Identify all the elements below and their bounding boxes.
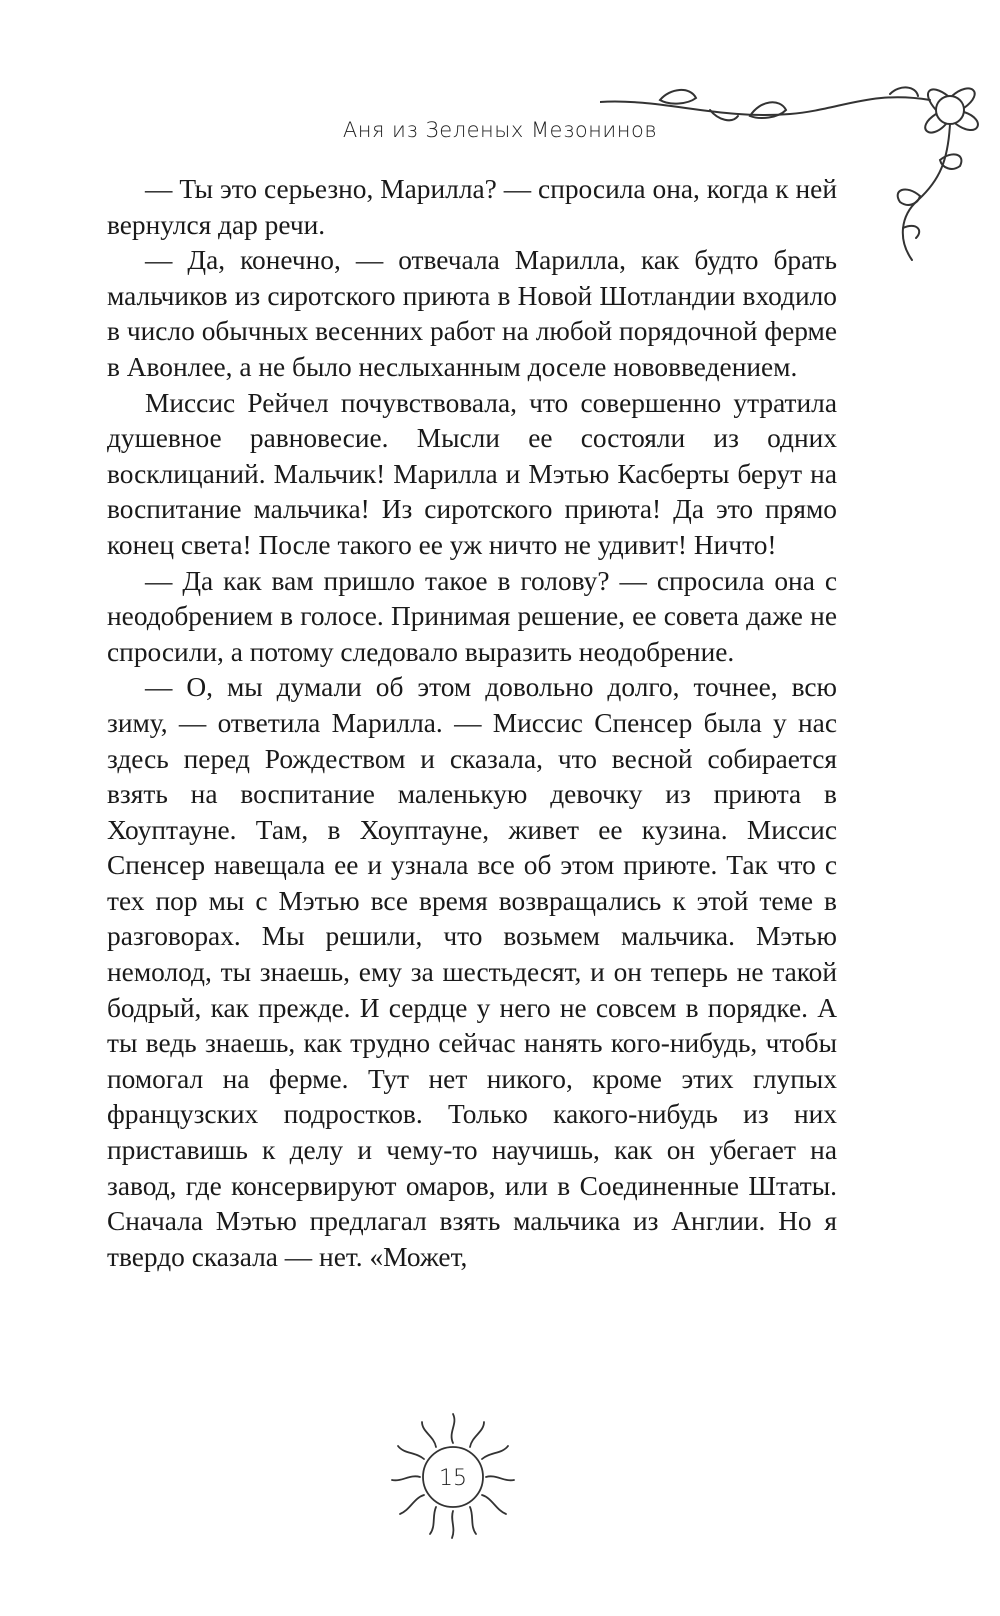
page-number: 15 [439, 1466, 467, 1491]
paragraph-3: Миссис Рейчел почувствовала, что совершенно утратила душевное равновесие. Мысли ее состояли из одних восклицаний. Мальчик! Марилла и Мэтью Касберты берут на воспитание мальчика! Из сиротского приюта! Да это прямо конец света! После такого ее уж ничто не удивит! Ничто! [107, 387, 837, 560]
paragraph-2: — Да, конечно, — отвечала Марилла, как будто брать мальчиков из сиротского приюта в Новой Шотландии входило в число обычных весенних работ на любой порядочной ферме в Авонлее, а не было неслыханным доселе нововведением. [107, 245, 837, 382]
running-title: Аня из Зеленых Мезонинов [342, 118, 658, 142]
main-text [107, 172, 837, 1275]
paragraph-5: — О, мы думали об этом довольно долго, точнее, всю зиму, — ответила Марилла. — Миссис Спенсер была у нас здесь перед Рождеством и сказала, что весной собирается взять на воспитание маленькую девочку из приюта в Хоуптауне. Там, в Хоуптауне, живет ее кузина. Миссис Спенсер навещала ее и узнала все об этом приюте. Так что с тех пор мы с Мэтью все время возвращались к этой теме в разговорах. Мы решили, что возьмем мальчика. Мэтью немолод, ты знаешь, ему за шестьдесят, и он теперь не такой бодрый, как прежде. И сердце у него не совсем в порядке. А ты ведь знаешь, как трудно сейчас нанять кого-нибудь, чтобы помогал на ферме. Тут нет никого, кроме этих глупых французских подростков. Только какого-нибудь из них приставишь к делу и чему-то научишь, как он убегает на завод, где консервируют омаров, или в Соединенные Штаты. Сначала Мэтью предлагал взять мальчика из Англии. Но я твердо сказала — нет. «Может, [107, 672, 837, 1272]
paragraph-1: — Ты это серьезно, Марилла? — спросила она, когда к ней вернулся дар речи. [107, 174, 837, 240]
paragraph-4: — Да как вам пришло такое в голову? — спросила она с неодобрением в голосе. Принимая решение, ее совета даже не спросили, а потому следовало выразить неодобрение. [107, 565, 837, 667]
